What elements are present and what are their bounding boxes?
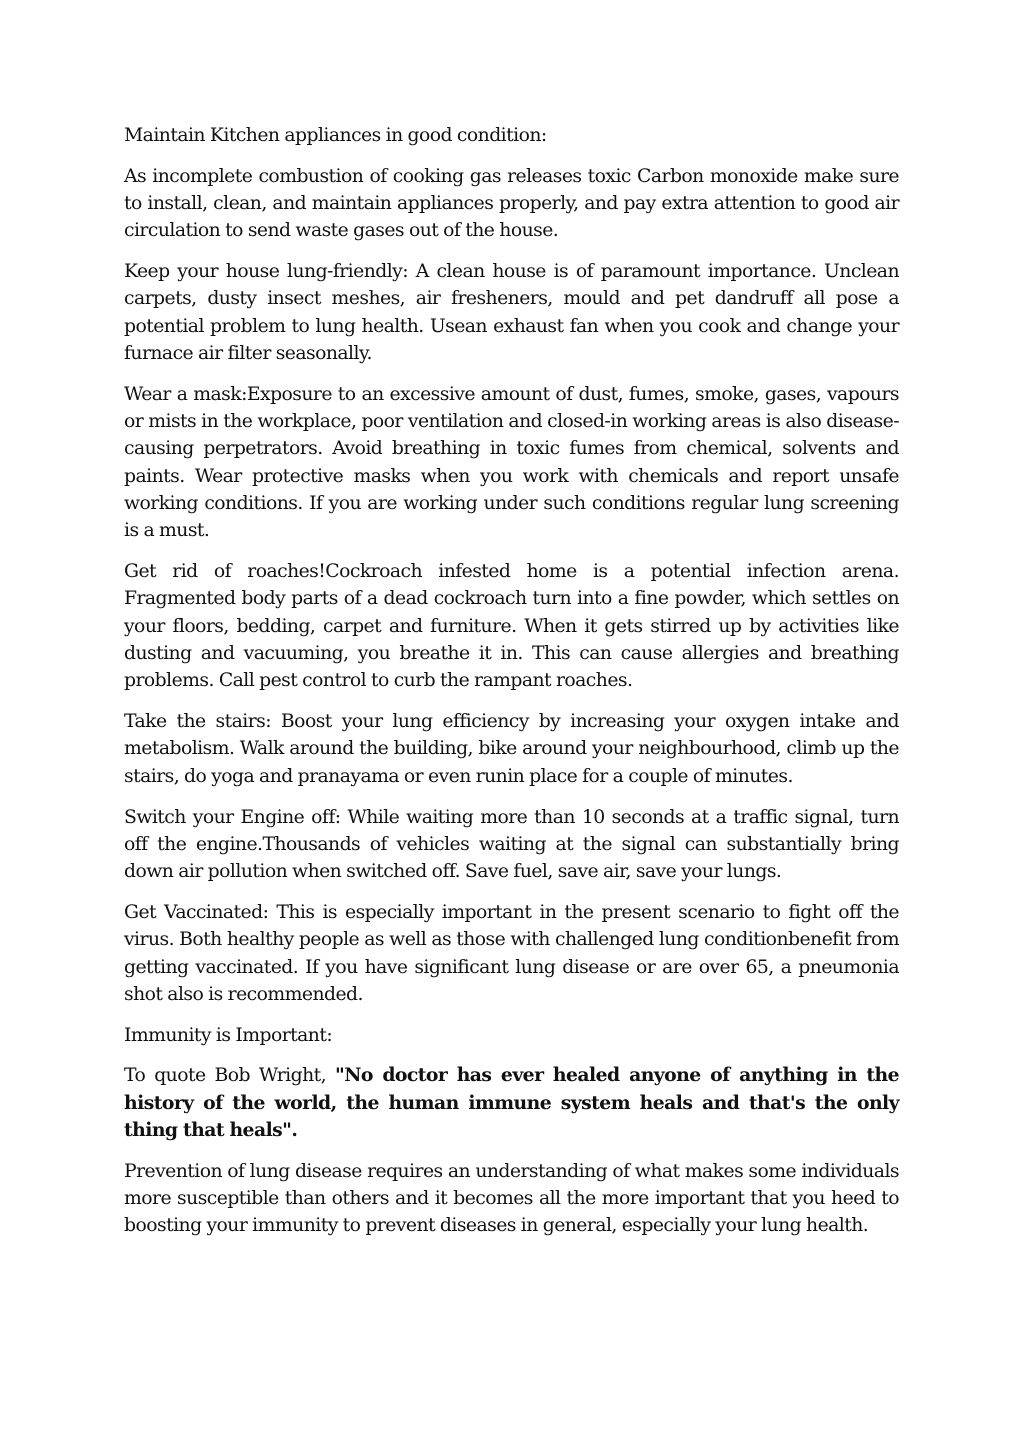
quote-intro: To quote Bob Wright, [124,1065,335,1087]
roaches-paragraph: Get rid of roaches!Cockroach infested home is a potential infection arena. Fragmented body parts of a dead cockroach turn into a fine powder, which settles on your floors, bedding, carpet and furniture. When it gets stirred up by activities like dusting and vacuuming, you breathe it in. This can cause allergies and breathing problems. Call pest control to curb the rampant roaches. [124,561,899,692]
closing-paragraph: Prevention of lung disease requires an understanding of what makes some individuals more susceptible than others and it becomes all the more important that you heed to boosting your immunity to prevent diseases in general, especially your lung health. [124,1160,899,1237]
engine-paragraph: Switch your Engine off: While waiting more than 10 seconds at a traffic signal, turn off the engine.Thousands of vehicles waiting at the signal can substantially bring down air pollution when switched off. Save fuel, save air, save your lungs. [124,806,899,883]
kitchen-heading: Maintain Kitchen appliances in good condition: [124,125,547,146]
mask-paragraph: Wear a mask:Exposure to an excessive amount of dust, fumes, smoke, gases, vapours or mists in the workplace, poor ventilation and closed-in working areas is also disease-causing perpetrators. Avoid breathing in toxic fumes from chemical, solvents and paints. Wear protective masks when you work with chemicals and report unsafe working conditions. If you are working under such conditions regular lung screening is a must. [124,383,899,542]
house-paragraph: Keep your house lung-friendly: A clean house is of paramount importance. Unclean carpets, dusty insect meshes, air fresheners, mould and pet dandruff all pose a potential problem to lung health. Usean exhaust fan when you cook and change your furnace air filter seasonally. [124,261,899,365]
immunity-heading: Immunity is Important: [124,1024,333,1046]
quote-text: "No doctor has ever healed anyone of anything in the history of the world, the human immune system heals and that's the only thing that heals". [124,1064,900,1141]
kitchen-paragraph: As incomplete combustion of cooking gas releases toxic Carbon monoxide make sure to install, clean, and maintain appliances properly, and pay extra attention to good air circulation to send waste gases out of the house. [124,165,899,242]
quote-paragraph [124,1062,899,1144]
document-page [124,122,899,1253]
stairs-paragraph: Take the stairs: Boost your lung efficiency by increasing your oxygen intake and metabolism. Walk around the building, bike around your neighbourhood, climb up the stairs, do yoga and pranayama or even runin place for a couple of minutes. [124,711,899,787]
vaccinated-paragraph: Get Vaccinated: This is especially important in the present scenario to fight off the virus. Both healthy people as well as those with challenged lung conditionbenefit from getting vaccinated. If you have significant lung disease or are over 65, a pneumonia shot also is recommended. [124,901,899,1005]
